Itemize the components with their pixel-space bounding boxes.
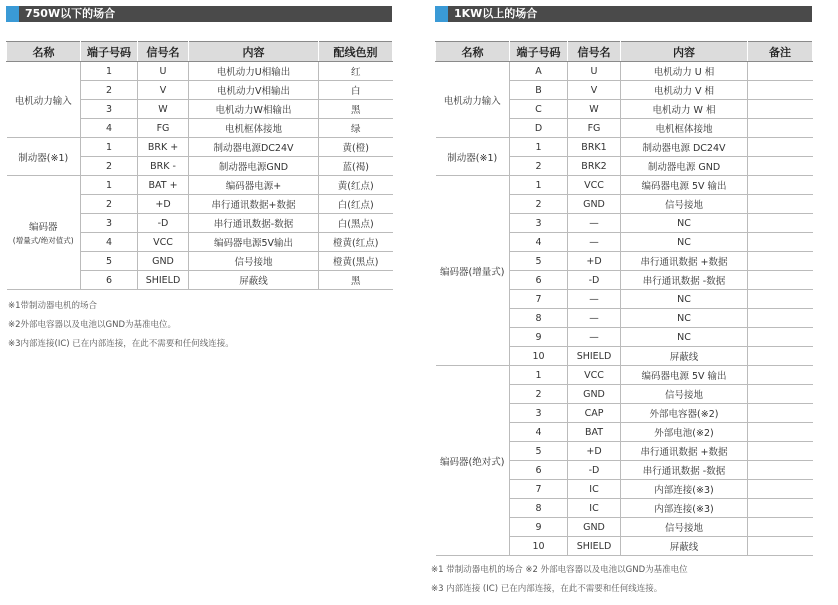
table-cell xyxy=(748,100,813,119)
table-cell: 电机动力W相输出 xyxy=(189,100,319,119)
table-cell: 橙黄(黑点) xyxy=(319,252,393,271)
table-cell: 屏蔽线 xyxy=(189,271,319,290)
table-cell: 制动器电源 GND xyxy=(621,157,748,176)
table-cell: 电机动力 W 相 xyxy=(621,100,748,119)
group-name-cell xyxy=(436,138,510,176)
right-panel xyxy=(435,6,812,556)
table-cell xyxy=(748,309,813,328)
table-cell: 1 xyxy=(510,138,568,157)
table-cell: 3 xyxy=(510,214,568,233)
group-subname: (增量式/绝对值式) xyxy=(12,236,74,245)
table-cell xyxy=(748,423,813,442)
table-cell: FG xyxy=(568,119,621,138)
table-cell: — xyxy=(568,233,621,252)
table-cell: 3 xyxy=(81,100,138,119)
section-header xyxy=(6,6,392,22)
table-cell: 串行通讯数据 -数据 xyxy=(621,271,748,290)
table-cell xyxy=(748,157,813,176)
table-cell: 电机动力 V 相 xyxy=(621,81,748,100)
table-cell: 内部连接(※3) xyxy=(621,499,748,518)
footnote: ※1带制动器电机的场合 xyxy=(8,301,98,311)
table-cell: VCC xyxy=(568,366,621,385)
table-cell: 红 xyxy=(319,62,393,81)
table-cell: 5 xyxy=(81,252,138,271)
table-cell xyxy=(748,442,813,461)
table-cell: 电机动力 U 相 xyxy=(621,62,748,81)
section-marker-icon xyxy=(6,6,19,22)
table-cell: 电机动力V相输出 xyxy=(189,81,319,100)
table-cell: 制动器电源GND xyxy=(189,157,319,176)
table-cell: +D xyxy=(138,195,189,214)
table-cell: VCC xyxy=(568,176,621,195)
table-cell: VCC xyxy=(138,233,189,252)
table-cell: 白(黑点) xyxy=(319,214,393,233)
table-cell: A xyxy=(510,62,568,81)
table-cell: SHIELD xyxy=(138,271,189,290)
table-cell: 5 xyxy=(510,442,568,461)
table-cell: BRK - xyxy=(138,157,189,176)
table-cell: C xyxy=(510,100,568,119)
group-name-cell xyxy=(436,176,510,366)
table-cell: 信号接地 xyxy=(621,385,748,404)
table-cell: D xyxy=(510,119,568,138)
column-header: 信号名 xyxy=(138,42,189,62)
table-cell: BAT xyxy=(568,423,621,442)
table-cell: — xyxy=(568,309,621,328)
table-cell: 1 xyxy=(510,366,568,385)
table-cell: 编码器电源 5V 输出 xyxy=(621,176,748,195)
table-cell: 10 xyxy=(510,537,568,556)
table-cell: 串行通讯数据 -数据 xyxy=(621,461,748,480)
column-header: 备注 xyxy=(748,42,813,62)
table-cell xyxy=(748,404,813,423)
table-cell xyxy=(748,62,813,81)
column-header: 端子号码 xyxy=(510,42,568,62)
table-row xyxy=(436,366,813,385)
table-header-row xyxy=(7,42,393,62)
table-cell: W xyxy=(138,100,189,119)
table-cell: 7 xyxy=(510,290,568,309)
table-header-row xyxy=(436,42,813,62)
table-cell: 串行通讯数据 +数据 xyxy=(621,442,748,461)
table-cell: 8 xyxy=(510,309,568,328)
table-cell: GND xyxy=(568,195,621,214)
table-cell xyxy=(748,537,813,556)
table-cell: 2 xyxy=(81,81,138,100)
table-cell: 黑 xyxy=(319,100,393,119)
table-cell: 电机框体接地 xyxy=(621,119,748,138)
section-title: 1KW以上的场合 xyxy=(454,7,538,20)
table-cell xyxy=(748,176,813,195)
table-cell: 黄(橙) xyxy=(319,138,393,157)
table-cell: 外部电容器(※2) xyxy=(621,404,748,423)
table-row xyxy=(436,176,813,195)
table-cell: 绿 xyxy=(319,119,393,138)
table-cell: 10 xyxy=(510,347,568,366)
table-cell: 编码器电源5V输出 xyxy=(189,233,319,252)
column-header: 内容 xyxy=(621,42,748,62)
column-header: 内容 xyxy=(189,42,319,62)
group-name: 制动器(※1) xyxy=(447,152,498,164)
table-cell xyxy=(748,119,813,138)
table-cell: 电机框体接地 xyxy=(189,119,319,138)
table-cell: NC xyxy=(621,309,748,328)
table-cell: 1 xyxy=(81,138,138,157)
table-cell: -D xyxy=(138,214,189,233)
table-cell: NC xyxy=(621,233,748,252)
section-header xyxy=(435,6,812,22)
table-cell: 制动器电源DC24V xyxy=(189,138,319,157)
table-cell: 内部连接(※3) xyxy=(621,480,748,499)
group-name-cell xyxy=(7,176,81,290)
group-name: 电机动力输入 xyxy=(14,95,72,107)
table-cell: 4 xyxy=(510,233,568,252)
footnote: ※3 内部连接 (IC) 已在内部连接，在此不需要和任何线连接。 xyxy=(431,584,663,594)
table-cell xyxy=(748,347,813,366)
table-cell: 7 xyxy=(510,480,568,499)
left-notes xyxy=(8,297,234,354)
footnote: ※1 带制动器电机的场合 ※2 外部电容器以及电池以GND为基准电位 xyxy=(431,565,688,575)
table-cell: 串行通讯数据-数据 xyxy=(189,214,319,233)
table-cell: 信号接地 xyxy=(621,518,748,537)
table-cell: — xyxy=(568,290,621,309)
table-cell: SHIELD xyxy=(568,347,621,366)
group-name: 制动器(※1) xyxy=(18,152,69,164)
table-cell: 黑 xyxy=(319,271,393,290)
table-cell: NC xyxy=(621,328,748,347)
group-name: 编码器 xyxy=(28,222,58,233)
table-cell: 白 xyxy=(319,81,393,100)
table-cell: 信号接地 xyxy=(189,252,319,271)
table-cell: IC xyxy=(568,480,621,499)
table-cell: 串行通讯数据+数据 xyxy=(189,195,319,214)
table-cell: 2 xyxy=(81,195,138,214)
table-cell: +D xyxy=(568,442,621,461)
table-cell: 蓝(褐) xyxy=(319,157,393,176)
table-cell xyxy=(748,252,813,271)
table-cell: NC xyxy=(621,214,748,233)
table-cell: 信号接地 xyxy=(621,195,748,214)
table-cell: V xyxy=(568,81,621,100)
group-name-cell xyxy=(7,62,81,138)
table-cell: 3 xyxy=(510,404,568,423)
group-name: 编码器(增量式) xyxy=(440,266,505,278)
wiring-table-750w xyxy=(6,41,393,290)
table-cell: 1 xyxy=(510,176,568,195)
table-cell: 编码器电源 5V 输出 xyxy=(621,366,748,385)
table-row xyxy=(7,62,393,81)
table-cell: 编码器电源+ xyxy=(189,176,319,195)
table-cell: 白(红点) xyxy=(319,195,393,214)
table-cell: 5 xyxy=(510,252,568,271)
footnote: ※2外部电容器以及电池以GND为基准电位。 xyxy=(8,320,177,330)
table-cell: 2 xyxy=(81,157,138,176)
footnote: ※3内部连接(IC) 已在内部连接，在此不需要和任何线连接。 xyxy=(8,339,234,349)
table-cell xyxy=(748,233,813,252)
column-header: 名称 xyxy=(436,42,510,62)
table-cell: 3 xyxy=(81,214,138,233)
table-cell: 2 xyxy=(510,385,568,404)
table-cell: BRK2 xyxy=(568,157,621,176)
table-cell: 屏蔽线 xyxy=(621,347,748,366)
table-cell: CAP xyxy=(568,404,621,423)
table-cell: 4 xyxy=(81,119,138,138)
group-name: 编码器(绝对式) xyxy=(440,456,505,468)
table-cell xyxy=(748,271,813,290)
table-cell: BRK1 xyxy=(568,138,621,157)
column-header: 端子号码 xyxy=(81,42,138,62)
table-cell: GND xyxy=(138,252,189,271)
table-cell: B xyxy=(510,81,568,100)
right-notes xyxy=(431,561,688,599)
table-cell: 4 xyxy=(81,233,138,252)
table-cell xyxy=(748,328,813,347)
left-panel xyxy=(6,6,392,290)
table-cell: V xyxy=(138,81,189,100)
table-cell xyxy=(748,81,813,100)
table-cell: BRK + xyxy=(138,138,189,157)
table-cell: 制动器电源 DC24V xyxy=(621,138,748,157)
table-cell: GND xyxy=(568,385,621,404)
table-cell: 2 xyxy=(510,157,568,176)
table-cell: 6 xyxy=(510,271,568,290)
table-cell: SHIELD xyxy=(568,537,621,556)
table-cell xyxy=(748,518,813,537)
table-cell: -D xyxy=(568,461,621,480)
table-cell xyxy=(748,385,813,404)
table-cell: +D xyxy=(568,252,621,271)
table-cell: U xyxy=(568,62,621,81)
table-cell: 9 xyxy=(510,328,568,347)
table-cell: 电机动力U相输出 xyxy=(189,62,319,81)
group-name-cell xyxy=(7,138,81,176)
table-cell xyxy=(748,214,813,233)
table-cell: U xyxy=(138,62,189,81)
section-title: 750W以下的场合 xyxy=(25,7,116,20)
table-cell: NC xyxy=(621,290,748,309)
table-cell: FG xyxy=(138,119,189,138)
table-cell: 9 xyxy=(510,518,568,537)
table-row xyxy=(436,138,813,157)
table-cell: 屏蔽线 xyxy=(621,537,748,556)
table-cell: 外部电池(※2) xyxy=(621,423,748,442)
table-cell: 黄(红点) xyxy=(319,176,393,195)
group-name: 电机动力输入 xyxy=(443,95,501,107)
table-cell xyxy=(748,499,813,518)
table-cell: BAT + xyxy=(138,176,189,195)
table-cell: 1 xyxy=(81,62,138,81)
table-cell xyxy=(748,366,813,385)
group-name-cell xyxy=(436,366,510,556)
table-cell: 6 xyxy=(81,271,138,290)
group-name-cell xyxy=(436,62,510,138)
table-cell: 2 xyxy=(510,195,568,214)
section-marker-icon xyxy=(435,6,448,22)
table-cell: 6 xyxy=(510,461,568,480)
table-row xyxy=(7,176,393,195)
column-header: 名称 xyxy=(7,42,81,62)
table-cell xyxy=(748,480,813,499)
table-cell: 4 xyxy=(510,423,568,442)
table-cell xyxy=(748,290,813,309)
table-cell: W xyxy=(568,100,621,119)
table-cell: 8 xyxy=(510,499,568,518)
table-cell xyxy=(748,138,813,157)
table-cell: -D xyxy=(568,271,621,290)
table-cell: 橙黄(红点) xyxy=(319,233,393,252)
table-cell: IC xyxy=(568,499,621,518)
wiring-table-1kw xyxy=(435,41,813,556)
table-cell: GND xyxy=(568,518,621,537)
table-cell xyxy=(748,195,813,214)
table-row xyxy=(7,138,393,157)
table-cell: — xyxy=(568,214,621,233)
table-cell xyxy=(748,461,813,480)
table-cell: 1 xyxy=(81,176,138,195)
table-row xyxy=(436,62,813,81)
table-cell: — xyxy=(568,328,621,347)
table-cell: 串行通讯数据 +数据 xyxy=(621,252,748,271)
column-header: 信号名 xyxy=(568,42,621,62)
column-header: 配线色别 xyxy=(319,42,393,62)
